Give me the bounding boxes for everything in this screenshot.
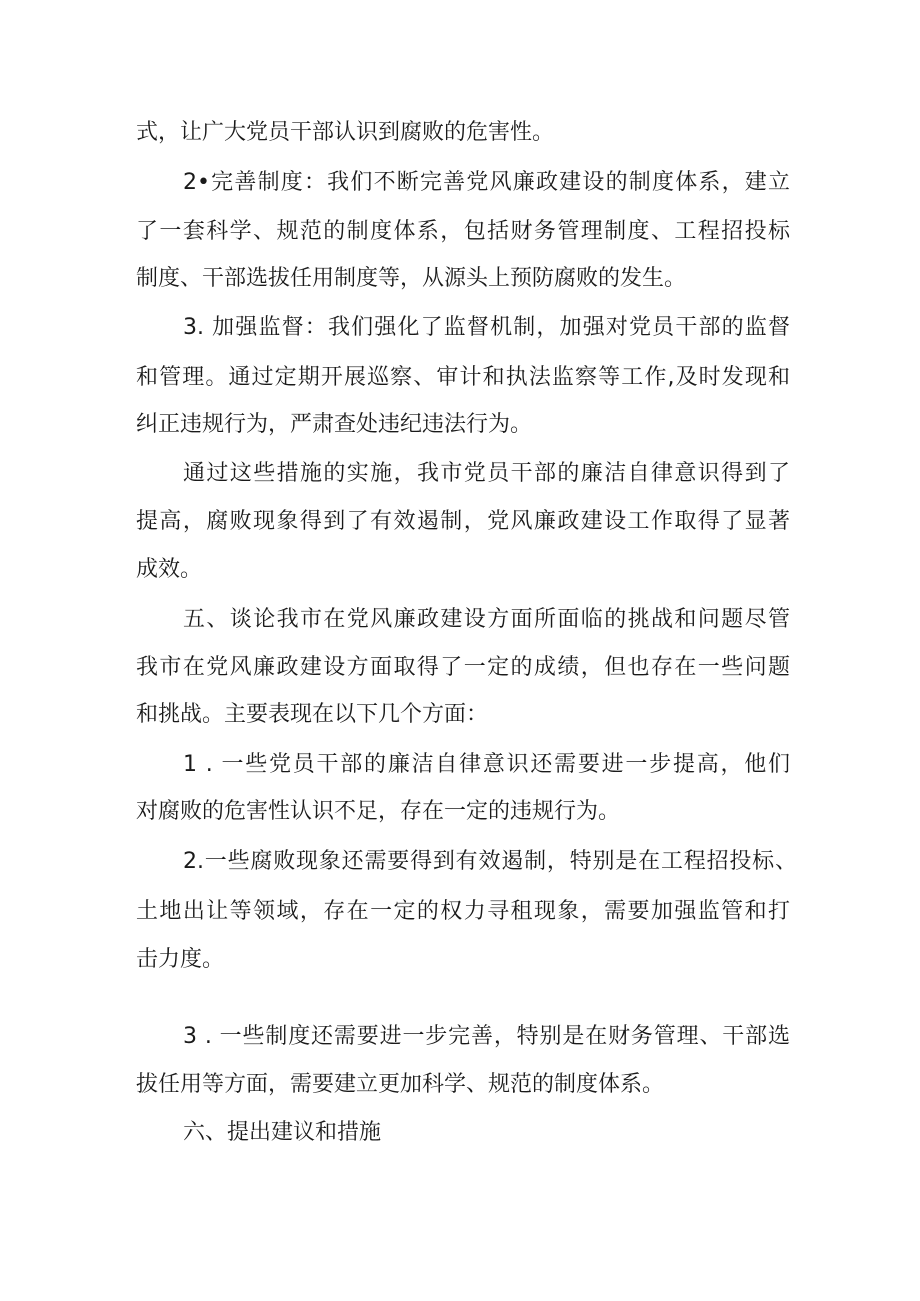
text-line: 3. 加强监督：我们强化了监督机制，加强对党员干部的监督 xyxy=(183,315,790,340)
text-line: 2•完善制度：我们不断完善党风廉政建设的制度体系，建立 xyxy=(183,170,790,195)
text-line: 通过这些措施的实施，我市党员干部的廉洁自律意识得到了 xyxy=(183,461,790,486)
text-line: 拔任用等方面，需要建立更加科学、规范的制度体系。 xyxy=(136,1072,665,1097)
text-line: 了一套科学、规范的制度体系，包括财务管理制度、工程招投标 xyxy=(136,219,790,244)
text-line: 提高，腐败现象得到了有效遏制，党风廉政建设工作取得了显著 xyxy=(136,509,790,534)
text-line: 我市在党风廉政建设方面取得了一定的成绩，但也存在一些问题 xyxy=(136,655,790,680)
text-line: 土地出让等领域，存在一定的权力寻租现象，需要加强监管和打 xyxy=(136,899,790,924)
text-line: 和管理。通过定期开展巡察、审计和执法监察等工作,及时发现和 xyxy=(136,365,790,390)
text-line: 纠正违规行为，严肃查处违纪违法行为。 xyxy=(136,412,533,437)
section-heading: 六、提出建议和措施 xyxy=(183,1120,382,1145)
text-line: 击力度。 xyxy=(136,947,225,972)
text-line: 式，让广大党员干部认识到腐败的危害性。 xyxy=(136,120,555,145)
text-line: 1 . 一些党员干部的廉洁自律意识还需要进一步提高，他们 xyxy=(183,752,790,777)
text-line: 2.一些腐败现象还需要得到有效遏制，特别是在工程招投标、 xyxy=(183,849,797,874)
section-heading: 五、谈论我市在党风廉政建设方面所面临的挑战和问题尽管 xyxy=(183,607,790,632)
text-line: 3 . 一些制度还需要进一步完善，特别是在财务管理、干部选 xyxy=(183,1024,790,1049)
text-line: 成效。 xyxy=(136,557,203,582)
text-line: 和挑战。主要表现在以下几个方面： xyxy=(136,702,489,727)
text-line: 制度、干部选拔任用制度等，从源头上预防腐败的发生。 xyxy=(136,266,687,291)
text-line: 对腐败的危害性认识不足，存在一定的违规行为。 xyxy=(136,799,621,824)
